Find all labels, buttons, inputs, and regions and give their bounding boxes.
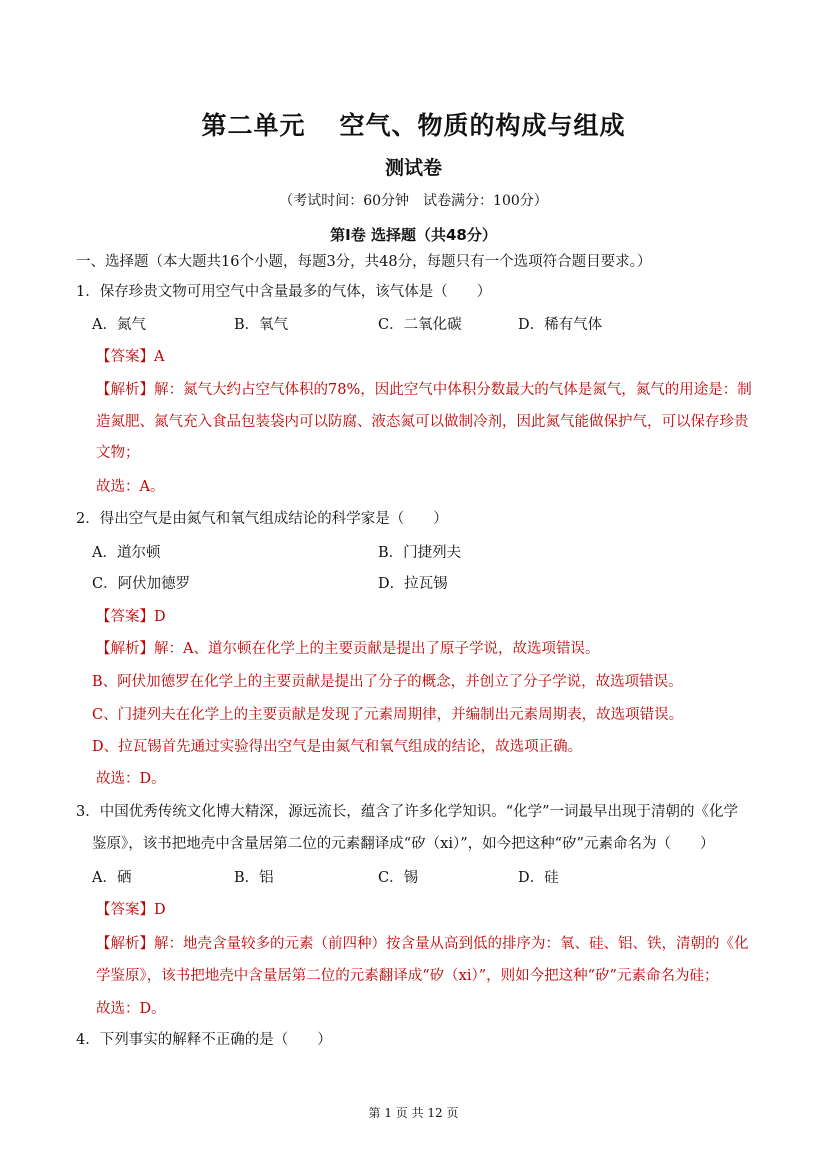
q2-option-b: B．门捷列夫 bbox=[378, 545, 462, 561]
q1-option-d: D．稀有气体 bbox=[518, 317, 603, 333]
page-subtitle: 测试卷 bbox=[384, 157, 442, 179]
q2-choice: 故选：D。 bbox=[96, 771, 166, 787]
q2-option-a: A．道尔顿 bbox=[92, 545, 161, 561]
q3-analysis-line: 学鉴原》，该书把地壳中含量居第二位的元素翻译成“矽（xi）”，则如今把这种“矽”元素命名为硅； bbox=[96, 968, 719, 984]
q3-option-d: D．硅 bbox=[518, 870, 559, 886]
question-1-stem: 1．保存珍贵文物可用空气中含量最多的气体，该气体是（ ） bbox=[76, 284, 492, 300]
q3-option-c: C．锡 bbox=[378, 870, 419, 886]
q1-option-a: A．氮气 bbox=[92, 317, 146, 333]
q2-analysis-line: B、阿伏加德罗在化学上的主要贡献是提出了分子的概念，并创立了分子学说，故选项错误。 bbox=[92, 674, 683, 690]
q1-answer: 【答案】A bbox=[96, 349, 165, 365]
q1-choice: 故选：A。 bbox=[96, 479, 165, 495]
q1-analysis-line: 造氮肥、氮气充入食品包装袋内可以防腐、液态氮可以做制冷剂，因此氮气能做保护气，可以保存珍贵 bbox=[96, 414, 749, 430]
section-title: 第Ⅰ卷 选择题（共48分） bbox=[330, 226, 497, 244]
page-title bbox=[0, 106, 827, 142]
q3-analysis-line: 【解析】解：地壳含量较多的元素（前四种）按含量从高到低的排序为：氧、硅、铝、铁，清朝的《化 bbox=[96, 936, 749, 952]
title-topic: 空气、物质的构成与组成 bbox=[339, 111, 626, 140]
exam-info: （考试时间：60分钟 试卷满分：100分） bbox=[279, 193, 548, 209]
q1-option-c: C．二氧化碳 bbox=[378, 317, 462, 333]
q2-option-c: C．阿伏加德罗 bbox=[92, 576, 191, 592]
question-4-stem: 4．下列事实的解释不正确的是（ ） bbox=[76, 1032, 332, 1048]
instructions: 一、选择题（本大题共16个小题，每题3分，共48分，每题只有一个选项符合题目要求。） bbox=[76, 254, 652, 270]
q1-analysis-line: 文物； bbox=[96, 445, 140, 461]
question-2-stem: 2．得出空气是由氮气和氧气组成结论的科学家是（ ） bbox=[76, 511, 448, 527]
q3-option-b: B．铝 bbox=[234, 870, 274, 886]
title-unit: 第二单元 bbox=[201, 111, 306, 140]
question-3-stem: 3．中国优秀传统文化博大精深，源远流长，蕴含了许多化学知识。“化学”一词最早出现于清朝的《化学 bbox=[76, 804, 739, 820]
q2-analysis-line: C、门捷列夫在化学上的主要贡献是发现了元素周期律，并编制出元素周期表，故选项错误。 bbox=[92, 707, 684, 723]
question-3-stem: 鉴原》，该书把地壳中含量居第二位的元素翻译成“矽（xi）”，如今把这种“矽”元素命名为（ ） bbox=[92, 836, 715, 852]
page-footer: 第 1 页 共 12 页 bbox=[368, 1106, 459, 1120]
q2-option-d: D．拉瓦锡 bbox=[378, 576, 448, 592]
q2-analysis-line: 【解析】解：A、道尔顿在化学上的主要贡献是提出了原子学说，故选项错误。 bbox=[96, 641, 600, 657]
q2-answer: 【答案】D bbox=[96, 609, 166, 625]
q1-option-b: B．氧气 bbox=[234, 317, 289, 333]
q1-analysis-line: 【解析】解：氮气大约占空气体积的78%，因此空气中体积分数最大的气体是氮气，氮气的用途是：制 bbox=[96, 382, 752, 398]
q3-choice: 故选：D。 bbox=[96, 1001, 166, 1017]
q2-analysis-line: D、拉瓦锡首先通过实验得出空气是由氮气和氧气组成的结论，故选项正确。 bbox=[92, 739, 583, 755]
q3-option-a: A．硒 bbox=[92, 870, 132, 886]
q3-answer: 【答案】D bbox=[96, 902, 166, 918]
